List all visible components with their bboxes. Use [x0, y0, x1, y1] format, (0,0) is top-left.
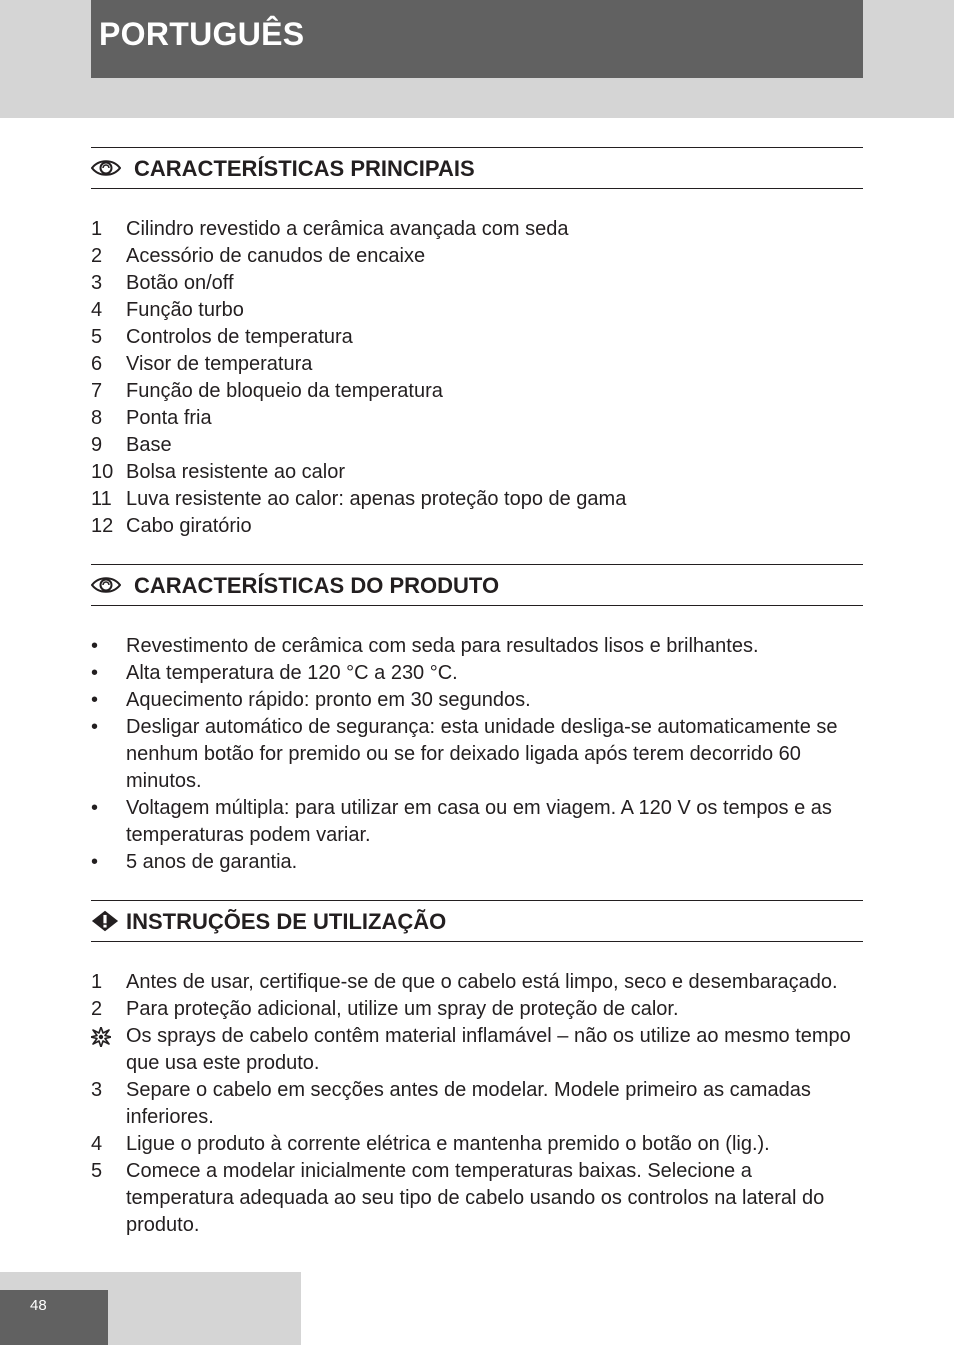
- item-number: 1: [91, 971, 103, 993]
- list-item: [91, 1077, 863, 1131]
- section-heading: [91, 564, 863, 606]
- item-text: Os sprays de cabelo contêm material inflamável – não os utilize ao mesmo tempo que usa este produto.: [126, 1025, 851, 1074]
- item-text: Ponta fria: [126, 407, 212, 429]
- bullet: •: [91, 635, 99, 657]
- list-item: [91, 1131, 863, 1158]
- eye-icon: [91, 574, 121, 596]
- item-text: Ligue o produto à corrente elétrica e mantenha premido o botão on (lig.).: [126, 1133, 770, 1155]
- item-number: 11: [91, 488, 112, 510]
- list-item: [91, 243, 863, 270]
- item-text: Controlos de temperatura: [126, 326, 353, 348]
- bullet: •: [91, 797, 99, 819]
- section-title: CARACTERÍSTICAS PRINCIPAIS: [134, 156, 475, 181]
- item-number: 8: [91, 407, 103, 429]
- item-text: Cabo giratório: [126, 515, 252, 537]
- item-text: Comece a modelar inicialmente com temperaturas baixas. Selecione a temperatura adequada ao seu tipo de cabelo usando os controlos na lateral do produto.: [126, 1160, 825, 1236]
- section-product-features: [91, 564, 863, 873]
- item-number: 3: [91, 272, 103, 294]
- item-text: Alta temperatura de 120 °C a 230 °C.: [126, 662, 458, 684]
- section-instructions: [91, 900, 863, 1236]
- section-heading: [91, 147, 863, 189]
- feature-list: [91, 216, 863, 540]
- section-title: INSTRUÇÕES DE UTILIZAÇÃO: [126, 909, 447, 934]
- item-text: Para proteção adicional, utilize um spray de proteção de calor.: [126, 998, 679, 1020]
- list-item: [91, 660, 863, 687]
- list-item: [91, 1158, 863, 1239]
- bullet: •: [91, 689, 99, 711]
- section-main-features: [91, 147, 863, 537]
- list-item: [91, 714, 863, 795]
- item-number: 3: [91, 1079, 103, 1101]
- item-text: Voltagem múltipla: para utilizar em casa ou em viagem. A 120 V os tempos e as temperaturas podem variar.: [126, 797, 832, 846]
- item-number: 7: [91, 380, 103, 402]
- page-number-box: [0, 1290, 108, 1345]
- list-item: [91, 351, 863, 378]
- item-number: 9: [91, 434, 103, 456]
- item-number: 2: [91, 245, 103, 267]
- list-item: [91, 996, 863, 1023]
- list-item: [91, 270, 863, 297]
- item-text: Função de bloqueio da temperatura: [126, 380, 443, 402]
- item-text: Bolsa resistente ao calor: [126, 461, 346, 483]
- eye-icon: [91, 157, 121, 179]
- item-number: 5: [91, 1160, 103, 1182]
- item-number: 1: [91, 218, 103, 240]
- item-text: 5 anos de garantia.: [126, 851, 298, 873]
- list-item: [91, 405, 863, 432]
- instruction-list: [91, 969, 863, 1239]
- item-text: Revestimento de cerâmica com seda para resultados lisos e brilhantes.: [126, 635, 759, 657]
- item-text: Visor de temperatura: [126, 353, 313, 375]
- warning-note: [91, 1023, 863, 1077]
- item-text: Desligar automático de segurança: esta unidade desliga-se automaticamente se nenhum botão for premido ou se for deixado ligada após terem decorrido 60 minutos.: [126, 716, 838, 792]
- section-heading: [91, 900, 863, 942]
- bullet: •: [91, 662, 99, 684]
- item-number: 5: [91, 326, 103, 348]
- warning-icon: [91, 908, 119, 934]
- list-item: [91, 795, 863, 849]
- list-item: [91, 459, 863, 486]
- item-text: Função turbo: [126, 299, 244, 321]
- item-number: 2: [91, 998, 103, 1020]
- item-number: 4: [91, 299, 103, 321]
- item-number: 12: [91, 515, 114, 537]
- item-number: 6: [91, 353, 103, 375]
- list-item: [91, 849, 863, 876]
- section-title: CARACTERÍSTICAS DO PRODUTO: [134, 573, 500, 598]
- item-text: Luva resistente ao calor: apenas proteção topo de gama: [126, 488, 627, 510]
- bullet-list: [91, 633, 863, 876]
- list-item: [91, 216, 863, 243]
- list-item: [91, 486, 863, 513]
- item-text: Cilindro revestido a cerâmica avançada com seda: [126, 218, 569, 240]
- list-item: [91, 432, 863, 459]
- item-text: Separe o cabelo em secções antes de modelar. Modele primeiro as camadas inferiores.: [126, 1079, 811, 1128]
- title-bar: [91, 0, 863, 78]
- list-item: [91, 513, 863, 540]
- item-number: 10: [91, 461, 114, 483]
- bullet: •: [91, 851, 99, 873]
- list-item: [91, 378, 863, 405]
- page-title: PORTUGUÊS: [99, 16, 305, 52]
- bullet: •: [91, 716, 99, 738]
- list-item: [91, 969, 863, 996]
- item-text: Base: [126, 434, 172, 456]
- page-number: 48: [30, 1297, 47, 1314]
- item-text: Botão on/off: [126, 272, 234, 294]
- item-number: 4: [91, 1133, 103, 1155]
- item-text: Aquecimento rápido: pronto em 30 segundos.: [126, 689, 531, 711]
- list-item: [91, 324, 863, 351]
- item-text: Antes de usar, certifique-se de que o cabelo está limpo, seco e desembaraçado.: [126, 971, 838, 993]
- list-item: [91, 297, 863, 324]
- item-text: Acessório de canudos de encaixe: [126, 245, 426, 267]
- list-item: [91, 633, 863, 660]
- burst-warning-icon: [91, 1027, 111, 1047]
- list-item: [91, 687, 863, 714]
